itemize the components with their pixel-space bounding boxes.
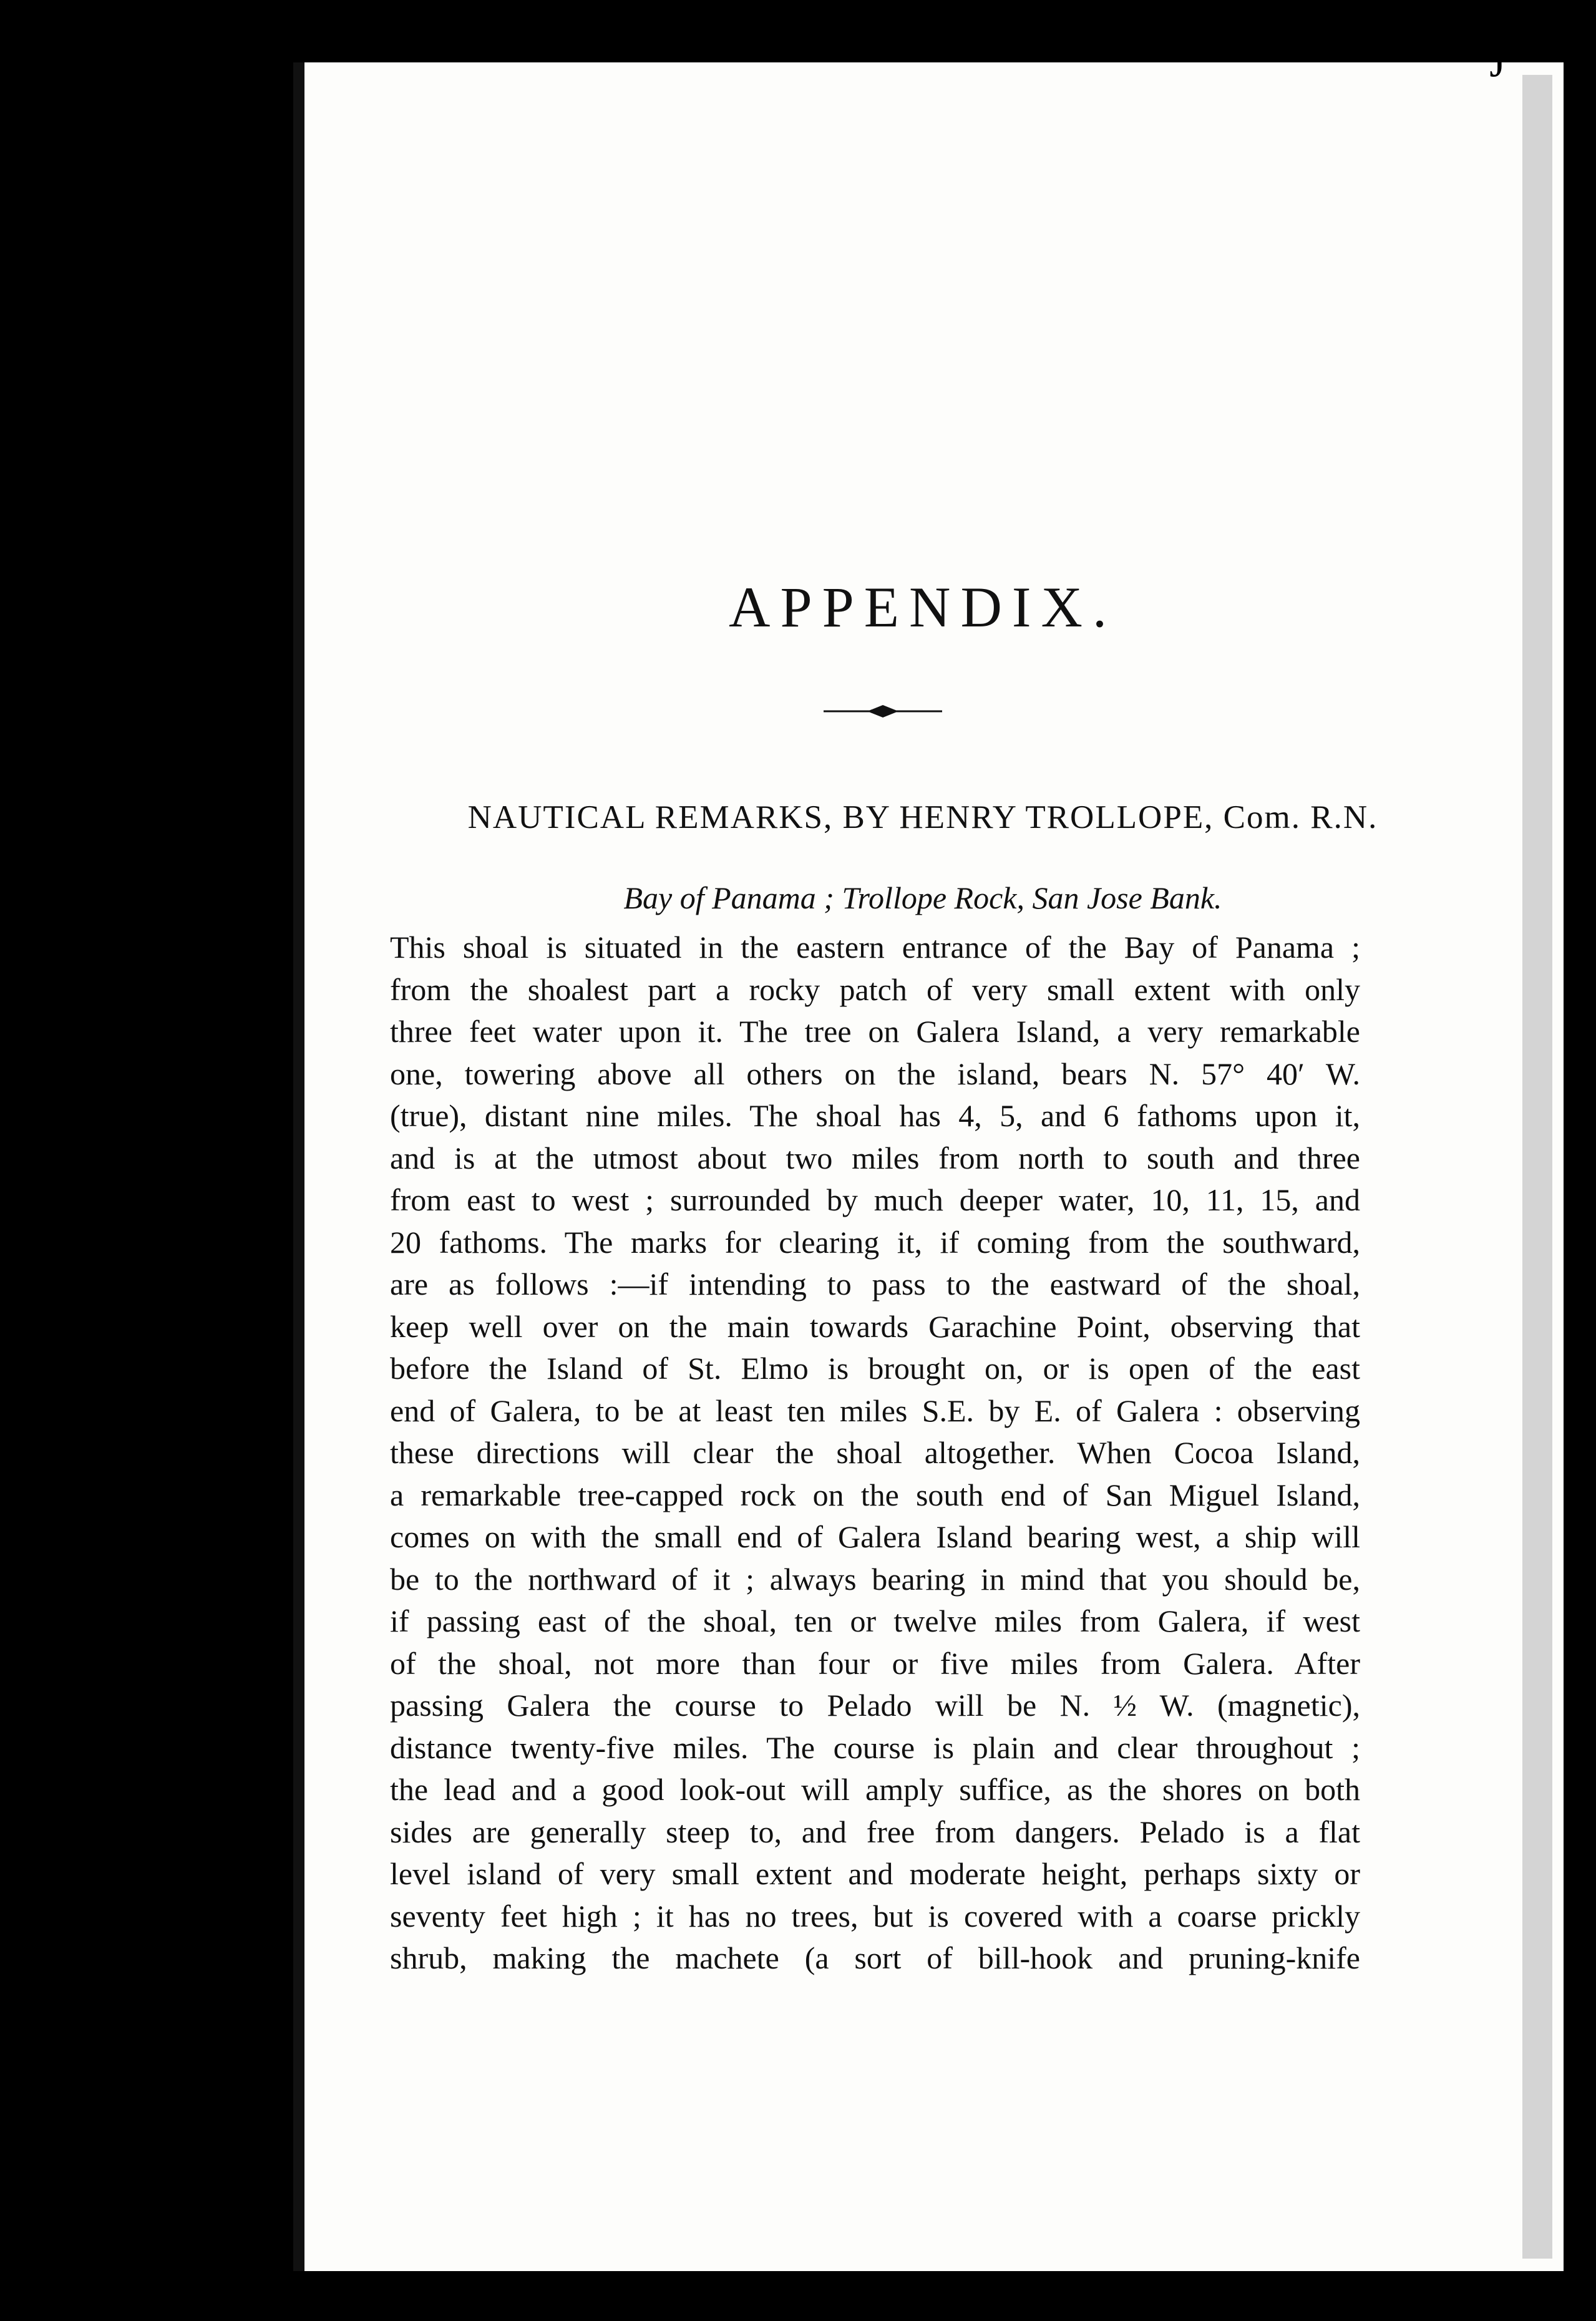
text-line: 20 fathoms. The marks for clearing it, if coming from the southward, [390,1224,1360,1260]
text-line: sides are generally steep to, and free from dangers. Pelado is a flat [390,1814,1360,1849]
text-line: This shoal is situated in the eastern entrance of the Bay of Panama ; [390,930,1360,965]
text-line: end of Galera, to be at least ten miles S.E. by E. of Galera : observing [390,1393,1360,1428]
text-line: one, towering above all others on the island, bears N. 57° 40′ W. [390,1056,1360,1091]
text-line: distance twenty-five miles. The course is plain and clear throughout ; [390,1730,1360,1765]
text-line: shrub, making the machete (a sort of bill-hook and pruning-knife [390,1940,1360,1975]
section-title: NAUTICAL REMARKS, BY HENRY TROLLOPE, Com. R.N. [467,799,1378,835]
section-subheading: Bay of Panama ; Trollope Rock, San Jose Bank. [623,880,1222,915]
text-line: passing Galera the course to Pelado will be N. ½ W. (magnetic), [390,1688,1360,1723]
text-line: comes on with the small end of Galera Island bearing west, a ship will [390,1519,1360,1554]
text-line: (true), distant nine miles. The shoal has 4, 5, and 6 fathoms upon it, [390,1098,1360,1133]
page-heading: APPENDIX. [729,575,1117,639]
page-edge-shadow [1522,75,1552,2259]
text-line: be to the northward of it ; always bearing in mind that you should be, [390,1561,1360,1597]
ornament-divider [824,699,942,724]
text-line: three feet water upon it. The tree on Galera Island, a very remarkable [390,1014,1360,1049]
text-line: from east to west ; surrounded by much deeper water, 10, 11, 15, and [390,1182,1360,1217]
body-text [390,927,1360,1980]
text-line: and is at the utmost about two miles from north to south and three [390,1140,1360,1175]
text-line: the lead and a good look-out will amply suffice, as the shores on both [390,1772,1360,1807]
text-line: a remarkable tree-capped rock on the south end of San Miguel Island, [390,1477,1360,1512]
text-line: from the shoalest part a rocky patch of very small extent with only [390,971,1360,1007]
text-line: keep well over on the main towards Garachine Point, observing that [390,1308,1360,1344]
text-line: if passing east of the shoal, ten or twelve miles from Galera, if west [390,1603,1360,1638]
text-line: seventy feet high ; it has no trees, but is covered with a coarse prickly [390,1898,1360,1934]
text-line: of the shoal, not more than four or five miles from Galera. After [390,1645,1360,1681]
text-line: are as follows :—if intending to pass to the eastward of the shoal, [390,1267,1360,1302]
text-line: these directions will clear the shoal altogether. When Cocoa Island, [390,1435,1360,1470]
scan-speck [109,636,117,645]
text-line: before the Island of St. Elmo is brought on, or is open of the east [390,1351,1360,1386]
text-line: level island of very small extent and moderate height, perhaps sixty or [390,1856,1360,1891]
scan-edge-mark: ʃ [1491,22,1508,77]
